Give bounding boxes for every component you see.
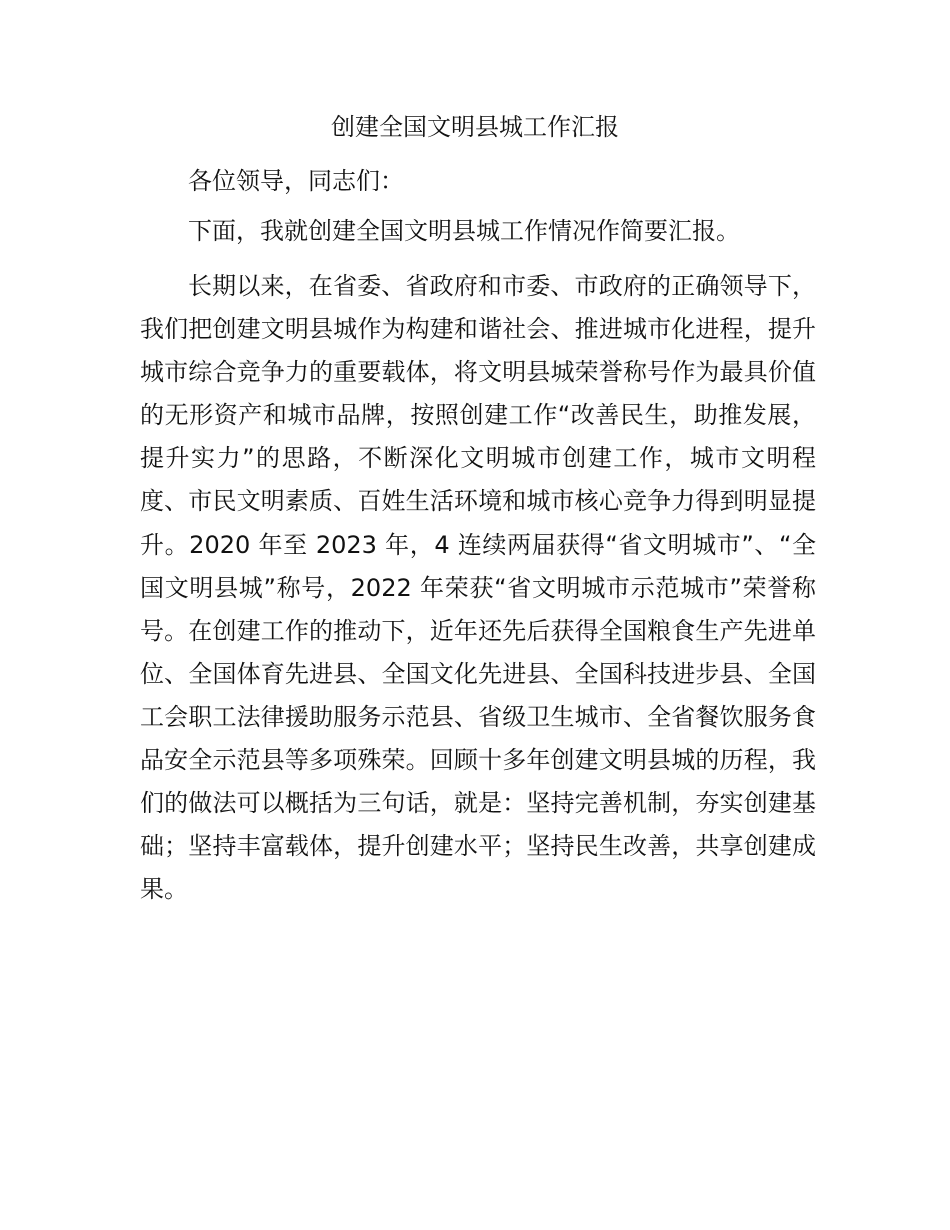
greeting-line: 各位领导，同志们： <box>188 167 404 195</box>
main-paragraph: 长期以来，在省委、省政府和市委、市政府的正确领导下，我们把创建文明县城作为构建和谐社会、推进城市化进程，提升城市综合竞争力的重要载体，将文明县城荣誉称号作为最具价值的无形资产和城市品牌，按照创建工作“改善民生，助推发展，提升实力”的思路，不断深化文明城市创建工作，城市文明程度、市民文明素质、百姓生活环境和城市核心竞争力得到明显提升。2020 年至 2023 年，4 连续两届获得“省文明城市”、“全国文明县城”称号，2022 年荣获“省文明城市示范城市”荣誉称号。在创建工作的推动下，近年还先后获得全国粮食生产先进单位、全国体育先进县、全国文化先进县、全国科技进步县、全国工会职工法律援助服务示范县、省级卫生城市、全省餐饮服务食品安全示范县等多项殊荣。回顾十多年创建文明县城的历程，我们的做法可以概括为三句话，就是：坚持完善机制，夯实创建基础；坚持丰富载体，提升创建水平；坚持民生改善，共享创建成果。 <box>140 272 816 904</box>
document-title: 创建全国文明县城工作汇报 <box>331 113 619 141</box>
intro-paragraph: 下面，我就创建全国文明县城工作情况作简要汇报。 <box>188 217 740 245</box>
